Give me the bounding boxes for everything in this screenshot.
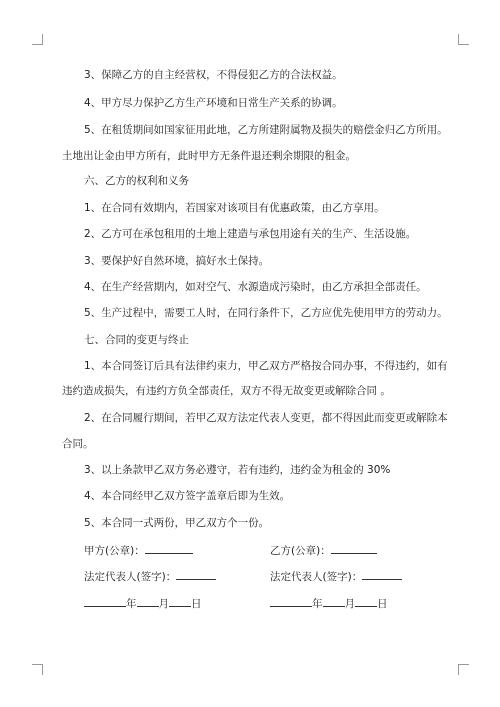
clause-3-party-b: 3、要保护好自然环境，搞好水土保持。 xyxy=(84,255,270,267)
clause-3-change: 3、以上条款甲乙双方务必遵守，若有违约，违约金为租金的 30% xyxy=(84,464,391,476)
clause-3-party-a: 3、保障乙方的自主经营权，不得侵犯乙方的合法权益。 xyxy=(84,69,343,81)
party-a-date xyxy=(84,594,202,612)
clause-5-party-a-cont: 土地出让金由甲方所有，此时甲方无条件退还剩余期限的租金。 xyxy=(62,150,356,162)
party-a-year-blank xyxy=(84,594,126,607)
party-b-month-blank xyxy=(323,594,345,607)
party-a-day-label: 日 xyxy=(191,598,202,610)
clause-2-change-cont: 合同。 xyxy=(62,438,94,450)
party-b-year-blank xyxy=(270,594,312,607)
party-b-year-label: 年 xyxy=(312,598,323,610)
party-b-date xyxy=(270,594,388,612)
party-b-seal-blank xyxy=(331,541,377,554)
clause-1-party-b: 1、在合同有效期内，若国家对该项目有优惠政策，由乙方享用。 xyxy=(84,202,385,214)
party-b-seal-label: 乙方(公章)： xyxy=(270,545,331,557)
section-seven-heading: 七、合同的变更与终止 xyxy=(84,334,189,346)
clause-4-party-b: 4、在生产经营期内，如对空气、水源造成污染时，由乙方承担全部责任。 xyxy=(84,281,427,293)
party-b-representative xyxy=(270,567,402,585)
clause-2-change: 2、在合同履行期间，若甲乙双方法定代表人变更，都不得因此而变更或解除本 xyxy=(84,412,448,424)
clause-5-party-a: 5、在租赁期间如国家征用此地，乙方所建附属物及损失的赔偿金归乙方所用。 xyxy=(84,124,448,136)
party-a-representative xyxy=(84,567,216,585)
party-a-seal-label: 甲方(公章)： xyxy=(84,545,145,557)
party-a-month-label: 月 xyxy=(158,598,169,610)
party-a-month-blank xyxy=(137,594,159,607)
clause-1-change-cont: 违约造成损失，有违约方负全部责任，双方不得无故变更或解除合同 。 xyxy=(62,385,391,397)
party-a-day-blank xyxy=(169,594,191,607)
party-b-seal xyxy=(270,541,377,559)
page-corner-mark-top-right xyxy=(458,34,469,45)
clause-5-change: 5、本合同一式两份，甲乙双方个一份。 xyxy=(84,517,270,529)
party-a-rep-blank xyxy=(176,567,216,580)
page-corner-mark-top-left xyxy=(32,34,43,45)
party-a-seal-blank xyxy=(145,541,193,554)
party-a-year-label: 年 xyxy=(126,598,137,610)
clause-4-party-a: 4、甲方尽力保护乙方生产环境和日常生产关系的协调。 xyxy=(84,97,343,109)
party-b-month-label: 月 xyxy=(344,598,355,610)
party-b-day-label: 日 xyxy=(377,598,388,610)
section-six-heading: 六、乙方的权利和义务 xyxy=(84,175,189,187)
party-b-rep-label: 法定代表人(签字)： xyxy=(270,571,363,583)
clause-5-party-b: 5、生产过程中，需要工人时，在同行条件下，乙方应优先使用甲方的劳动力。 xyxy=(84,307,448,319)
page-corner-mark-bottom-left xyxy=(32,664,43,675)
clause-2-party-b: 2、乙方可在承包租用的土地上建造与承包用途有关的生产、生活设施。 xyxy=(84,228,417,240)
clause-1-change: 1、本合同签订后具有法律约束力，甲乙双方严格按合同办事，不得违约，如有 xyxy=(84,360,448,372)
party-b-rep-blank xyxy=(362,567,402,580)
party-a-rep-label: 法定代表人(签字)： xyxy=(84,571,177,583)
clause-4-change: 4、本合同经甲乙双方签字盖章后即为生效。 xyxy=(84,490,291,502)
party-b-day-blank xyxy=(355,594,377,607)
party-a-seal xyxy=(84,541,193,559)
page-corner-mark-bottom-right xyxy=(458,664,469,675)
